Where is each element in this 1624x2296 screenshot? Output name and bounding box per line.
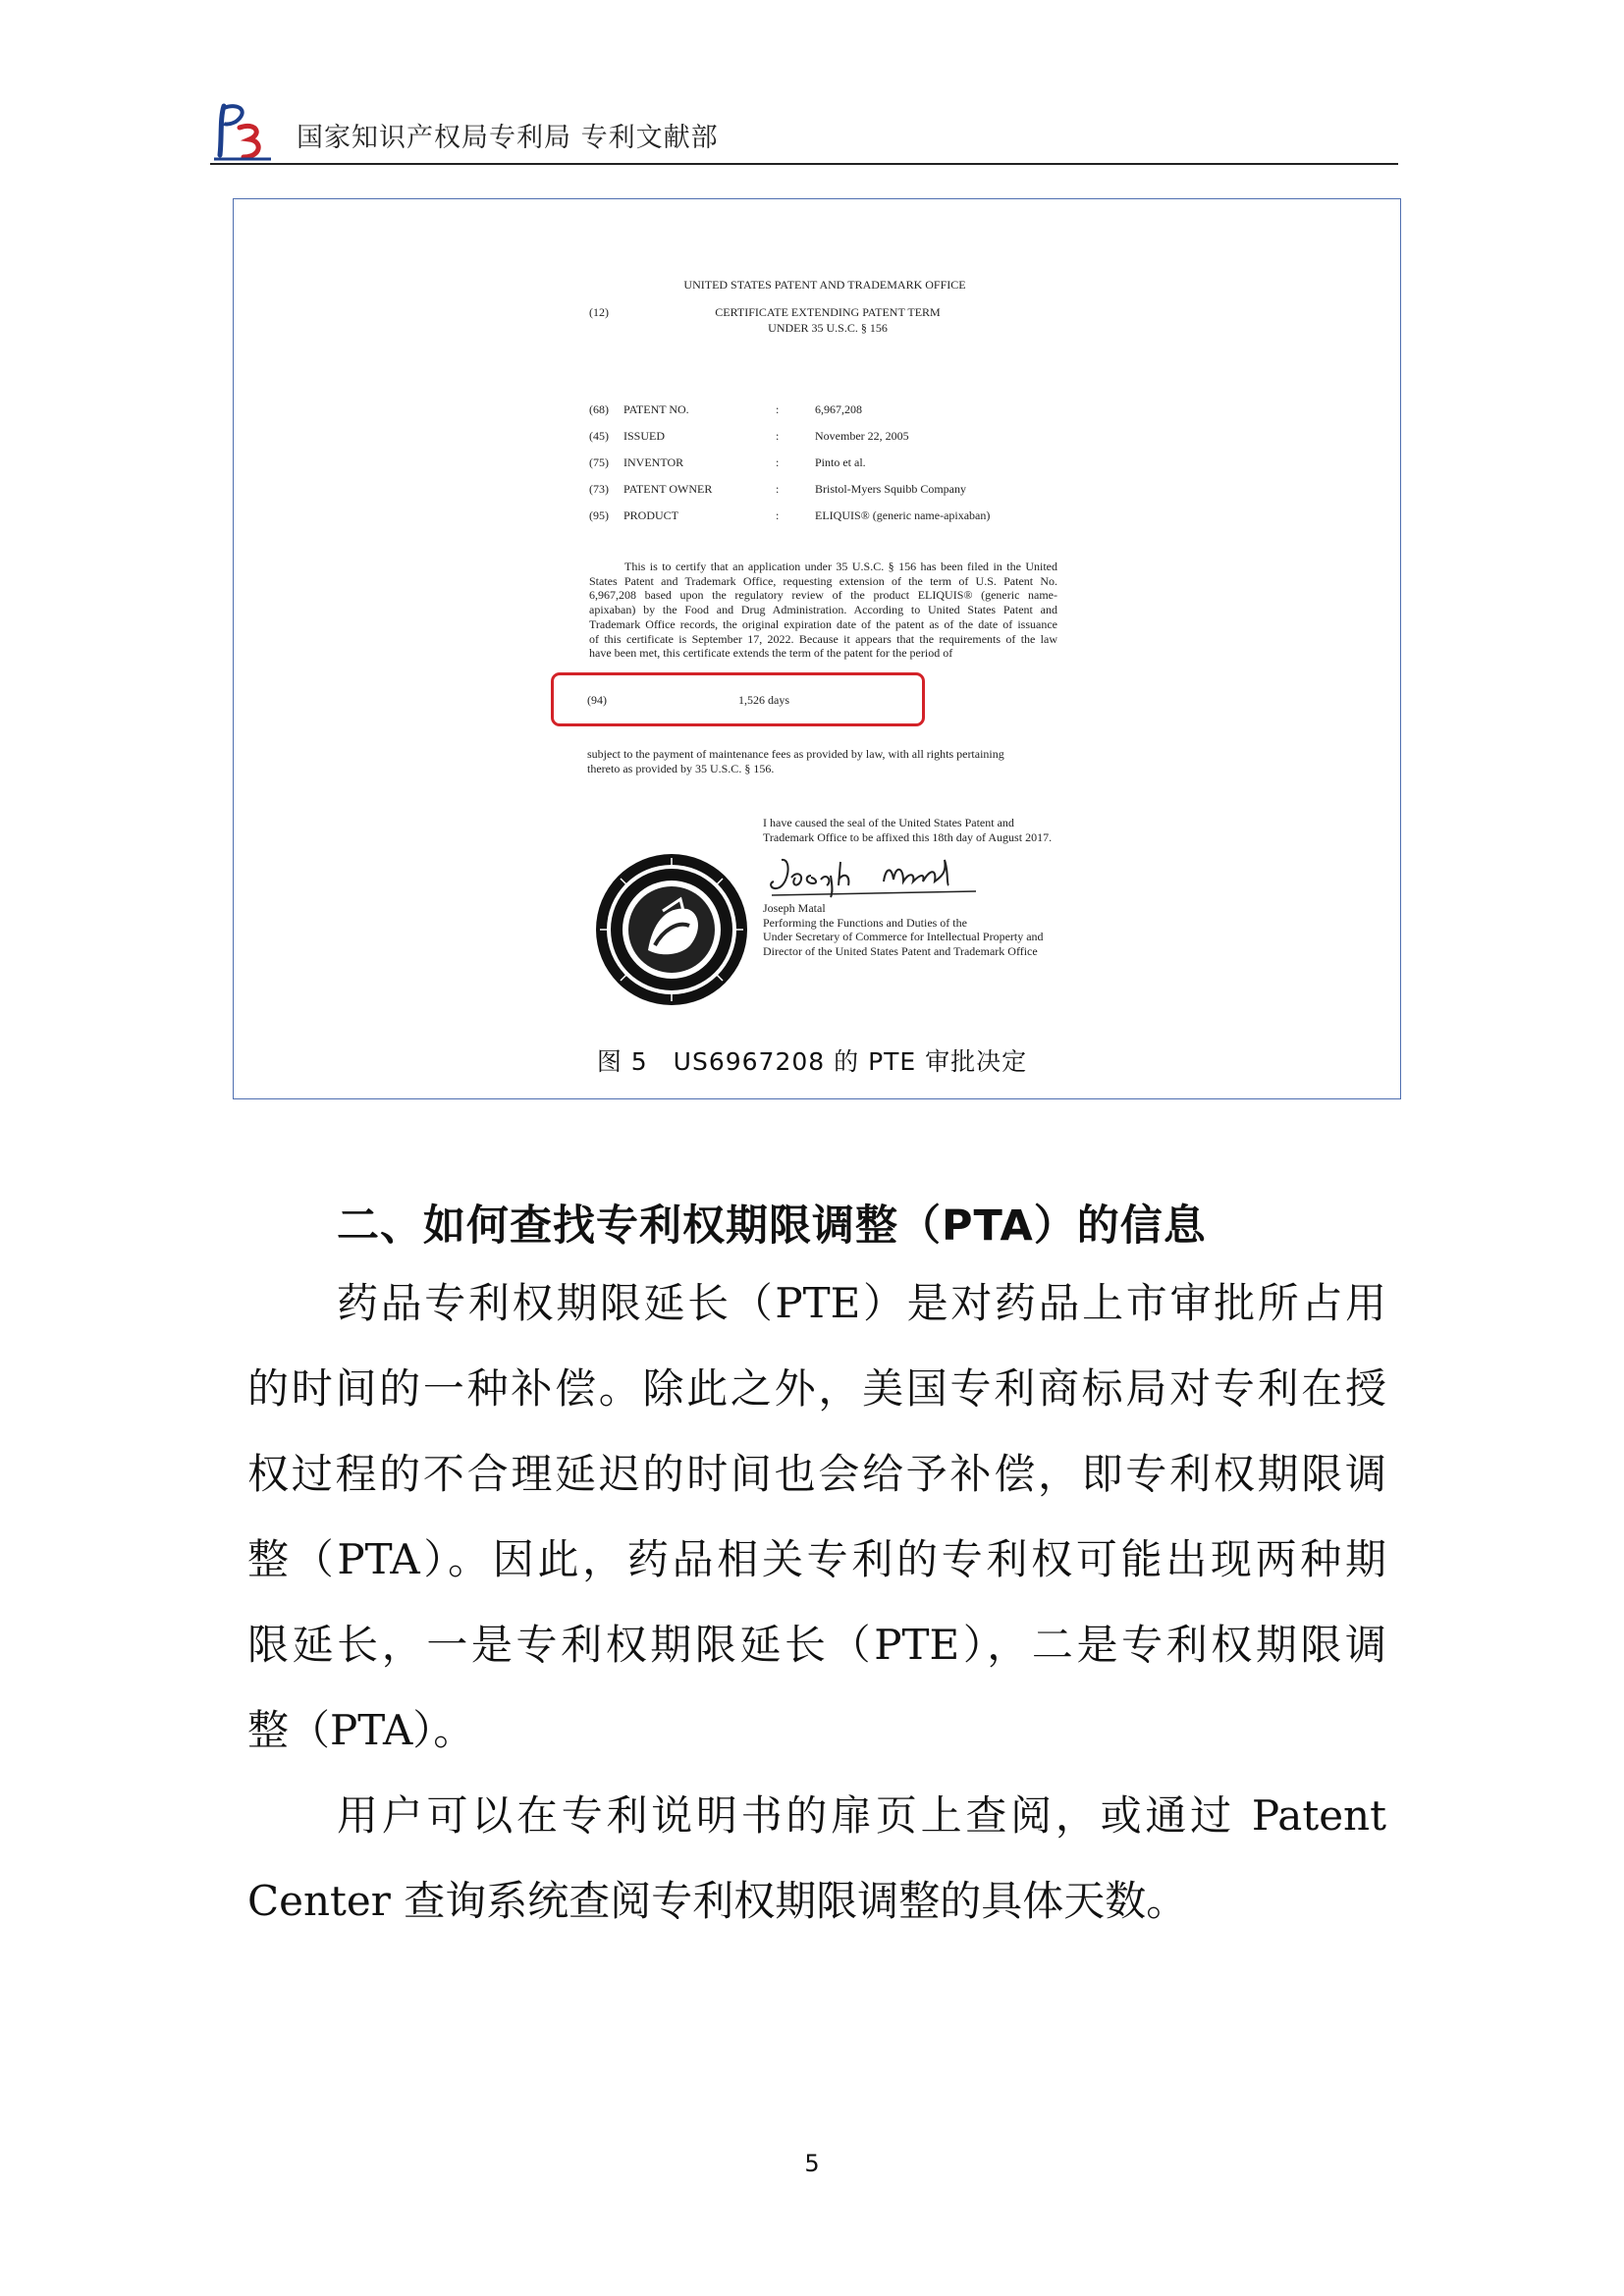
cert-line: This is to certify that an application under 35 U.S.C. § 156 has been filed in the United xyxy=(624,560,1057,573)
cert-field-code: (68) xyxy=(589,402,609,416)
cert-field-colon: : xyxy=(776,402,780,416)
cert-signer-block xyxy=(763,901,1087,959)
cert-line: have been met, this certificate extends the term of the patent for the period of xyxy=(589,646,953,661)
cert-line: subject to the payment of maintenance fees as provided by law, with all rights pertaining xyxy=(587,747,1004,761)
cert-seal-paragraph xyxy=(763,816,1087,844)
cert-field-code: (45) xyxy=(589,429,609,443)
cert-signer-name: Joseph Matal xyxy=(763,901,826,915)
cert-line: of this certificate is September 17, 2022. Because it appears that the requirements of the law xyxy=(589,631,1057,646)
header-organization: 国家知识产权局专利局 专利文献部 xyxy=(297,123,719,153)
cert-field-label: ISSUED xyxy=(623,429,666,443)
cert-field-label: PATENT NO. xyxy=(623,402,689,416)
cert-field-code: (75) xyxy=(589,455,609,469)
cert-field-value: Bristol-Myers Squibb Company xyxy=(815,482,967,496)
cert-field-code: (95) xyxy=(589,508,609,522)
paragraph-line: 整（PTA）。因此，药品相关专利的专利权可能出现两种期 xyxy=(247,1535,1386,1583)
signature-icon xyxy=(762,852,983,901)
cert-extension-code: (94) xyxy=(587,693,607,707)
cert-line: thereto as provided by 35 U.S.C. § 156. xyxy=(587,761,775,775)
section-heading: 二、如何查找专利权期限调整（PTA）的信息 xyxy=(337,1201,1207,1251)
paragraph-line: Center 查询系统查阅专利权期限调整的具体天数。 xyxy=(247,1877,1188,1925)
cert-field-value: Pinto et al. xyxy=(815,455,866,469)
cert-doc-subtitle: UNDER 35 U.S.C. § 156 xyxy=(768,321,888,335)
paragraph-line: 限延长，一是专利权期限延长（PTE），二是专利权期限调 xyxy=(247,1621,1386,1669)
cert-field-value: 6,967,208 xyxy=(815,402,862,416)
cert-certify-paragraph xyxy=(589,560,1057,661)
cert-field-colon: : xyxy=(776,429,780,443)
cert-line: Under Secretary of Commerce for Intellectual Property and xyxy=(763,930,1044,944)
cert-line: Director of the United States Patent and Trademark Office xyxy=(763,944,1038,959)
cert-line: 6,967,208 based upon the regulatory review of the product ELIQUIS® (generic name- xyxy=(589,588,1057,603)
cert-doc-title: CERTIFICATE EXTENDING PATENT TERM xyxy=(715,305,941,319)
cert-field-value: November 22, 2005 xyxy=(815,429,909,443)
cert-subject-paragraph xyxy=(587,747,1058,775)
cert-office: UNITED STATES PATENT AND TRADEMARK OFFICE xyxy=(683,278,966,292)
cert-extension-value: 1,526 days xyxy=(738,693,789,707)
cert-field-label: PATENT OWNER xyxy=(623,482,713,496)
cert-field-label: INVENTOR xyxy=(623,455,684,469)
cert-line: Performing the Functions and Duties of the xyxy=(763,915,967,930)
uspto-seal-icon xyxy=(594,852,749,1007)
cert-line: Trademark Office to be affixed this 18th day of August 2017. xyxy=(763,829,1053,844)
cert-doc-code: (12) xyxy=(589,305,609,319)
cert-field-colon: : xyxy=(776,508,780,522)
cert-field-colon: : xyxy=(776,482,780,496)
paragraph-line: 权过程的不合理延迟的时间也会给予补偿，即专利权期限调 xyxy=(247,1450,1386,1498)
paragraph-line: 的时间的一种补偿。除此之外，美国专利商标局对专利在授 xyxy=(247,1364,1386,1413)
cert-line: apixaban) by the Food and Drug Administration. According to United States Patent and xyxy=(589,603,1057,617)
cert-field-value: ELIQUIS® (generic name-apixaban) xyxy=(815,508,991,522)
cert-field-code: (73) xyxy=(589,482,609,496)
cert-field-colon: : xyxy=(776,455,780,469)
cert-field-label: PRODUCT xyxy=(623,508,679,522)
paragraph-line: 用户可以在专利说明书的扉页上查阅，或通过 Patent xyxy=(337,1791,1386,1840)
paragraph-line: 整（PTA）。 xyxy=(247,1706,475,1754)
cert-line: Trademark Office records, the original expiration date of the patent as of the date of issuance xyxy=(589,616,1057,631)
figure-caption: 图 5 US6967208 的 PTE 审批决定 xyxy=(596,1047,1028,1076)
cert-line: I have caused the seal of the United States Patent and xyxy=(763,816,1014,829)
page-number: 5 xyxy=(804,2150,820,2177)
paragraph-line: 药品专利权期限延长（PTE）是对药品上市审批所占用 xyxy=(337,1279,1386,1327)
cert-line: States Patent and Trademark Office, requesting extension of the term of U.S. Patent No. xyxy=(589,573,1057,588)
header-divider xyxy=(210,163,1398,165)
patent-office-logo-icon xyxy=(210,98,279,167)
